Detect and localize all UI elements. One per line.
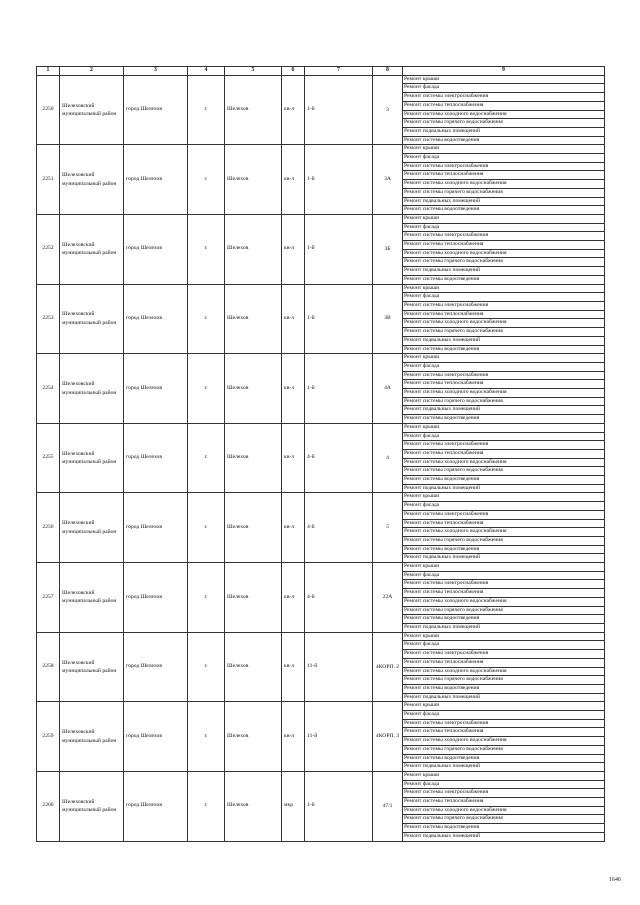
street-type-cell: кв-л [282,632,305,702]
city-cell: Шелехов [225,75,282,145]
header-cell: 7 [305,67,373,76]
district-cell: Шелеховский муниципальный район [60,493,124,563]
work-type-cell: Ремонт подвальных помещений [403,197,605,206]
work-type-cell: Ремонт системы водоотведения [403,345,605,354]
work-type-cell: Ремонт системы горячего водоснабжения [403,397,605,406]
house-number-cell: 4А [373,354,403,424]
table-row [37,145,605,154]
street-cell: 1-й [305,284,373,354]
work-type-cell: Ремонт системы холодного водоснабжения [403,249,605,258]
locality-cell: город Шелехов [124,354,188,424]
row-number: 2259 [37,702,60,772]
settlement-type-cell: г. [188,214,225,284]
work-type-cell: Ремонт системы теплоснабжения [403,310,605,319]
table-row [37,354,605,363]
street-type-cell: кв-л [282,702,305,772]
locality-cell: город Шелехов [124,563,188,633]
work-type-cell: Ремонт системы электроснабжения [403,93,605,102]
street-cell: 4-й [305,563,373,633]
work-type-cell: Ремонт системы теплоснабжения [403,101,605,110]
work-type-cell: Ремонт фасада [403,571,605,580]
settlement-type-cell: г. [188,702,225,772]
work-type-cell: Ремонт системы электроснабжения [403,232,605,241]
city-cell: Шелехов [225,702,282,772]
header-cell: 1 [37,67,60,76]
work-type-cell: Ремонт подвальных помещений [403,554,605,563]
work-type-cell: Ремонт фасада [403,641,605,650]
work-type-cell: Ремонт системы водоотведения [403,206,605,215]
row-number: 2250 [37,75,60,145]
work-type-cell: Ремонт подвальных помещений [403,127,605,136]
work-type-cell: Ремонт системы холодного водоснабжения [403,110,605,119]
work-type-cell: Ремонт крыши [403,563,605,572]
header-cell: 3 [124,67,188,76]
work-type-cell: Ремонт системы водоотведения [403,476,605,485]
work-type-cell: Ремонт системы электроснабжения [403,580,605,589]
work-type-cell: Ремонт подвальных помещений [403,406,605,415]
table-row [37,771,605,780]
street-type-cell: кв-л [282,493,305,563]
work-type-cell: Ремонт фасада [403,362,605,371]
work-type-cell: Ремонт системы холодного водоснабжения [403,806,605,815]
settlement-type-cell: г. [188,145,225,215]
row-number: 2256 [37,493,60,563]
work-type-cell: Ремонт системы теплоснабжения [403,171,605,180]
street-cell: 1-й [305,145,373,215]
work-type-cell: Ремонт системы теплоснабжения [403,380,605,389]
house-number-cell: 47/1 [373,771,403,841]
locality-cell: город Шелехов [124,284,188,354]
house-number-cell: 4 [373,423,403,493]
header-cell: 8 [373,67,403,76]
work-type-cell: Ремонт системы водоотведения [403,545,605,554]
work-type-cell: Ремонт фасада [403,293,605,302]
locality-cell: город Шелехов [124,214,188,284]
district-cell: Шелеховский муниципальный район [60,632,124,702]
street-type-cell: кв-л [282,284,305,354]
work-type-cell: Ремонт системы теплоснабжения [403,658,605,667]
street-type-cell: кв-л [282,423,305,493]
table-row [37,493,605,502]
work-type-cell: Ремонт крыши [403,145,605,154]
work-type-cell: Ремонт системы электроснабжения [403,789,605,798]
work-type-cell: Ремонт крыши [403,214,605,223]
work-type-cell: Ремонт системы теплоснабжения [403,519,605,528]
locality-cell: город Шелехов [124,702,188,772]
work-type-cell: Ремонт крыши [403,493,605,502]
locality-cell: город Шелехов [124,632,188,702]
settlement-type-cell: г. [188,632,225,702]
district-cell: Шелеховский муниципальный район [60,702,124,772]
city-cell: Шелехов [225,214,282,284]
row-number: 2258 [37,632,60,702]
street-type-cell: кв-л [282,354,305,424]
row-number: 2251 [37,145,60,215]
work-type-cell: Ремонт системы электроснабжения [403,301,605,310]
work-type-cell: Ремонт подвальных помещений [403,763,605,772]
work-type-cell: Ремонт крыши [403,423,605,432]
work-type-cell: Ремонт крыши [403,702,605,711]
street-cell: 1-й [305,771,373,841]
work-type-cell: Ремонт фасада [403,223,605,232]
work-type-cell: Ремонт системы холодного водоснабжения [403,667,605,676]
city-cell: Шелехов [225,632,282,702]
city-cell: Шелехов [225,284,282,354]
street-cell: 1-й [305,214,373,284]
row-number: 2255 [37,423,60,493]
settlement-type-cell: г. [188,493,225,563]
work-type-cell: Ремонт системы электроснабжения [403,371,605,380]
work-type-cell: Ремонт крыши [403,354,605,363]
settlement-type-cell: г. [188,563,225,633]
work-type-cell: Ремонт системы водоотведения [403,824,605,833]
city-cell: Шелехов [225,354,282,424]
house-number-cell: 3А [373,145,403,215]
table-row [37,702,605,711]
work-type-cell: Ремонт системы горячего водоснабжения [403,536,605,545]
settlement-type-cell: г. [188,284,225,354]
table-row [37,75,605,84]
locality-cell: город Шелехов [124,145,188,215]
work-type-cell: Ремонт системы горячего водоснабжения [403,119,605,128]
street-type-cell: кв-л [282,214,305,284]
work-type-cell: Ремонт системы холодного водоснабжения [403,737,605,746]
district-cell: Шелеховский муниципальный район [60,214,124,284]
work-type-cell: Ремонт системы водоотведения [403,415,605,424]
table-body [37,67,605,842]
work-type-cell: Ремонт подвальных помещений [403,624,605,633]
work-type-cell: Ремонт системы электроснабжения [403,719,605,728]
work-type-cell: Ремонт системы горячего водоснабжения [403,815,605,824]
work-type-cell: Ремонт фасада [403,154,605,163]
work-type-cell: Ремонт подвальных помещений [403,484,605,493]
page-number: 1646 [609,877,621,883]
district-cell: Шелеховский муниципальный район [60,145,124,215]
work-type-cell: Ремонт системы холодного водоснабжения [403,389,605,398]
header-cell: 5 [225,67,282,76]
locality-cell: город Шелехов [124,75,188,145]
district-cell: Шелеховский муниципальный район [60,75,124,145]
work-type-cell: Ремонт системы электроснабжения [403,162,605,171]
work-type-cell: Ремонт системы электроснабжения [403,441,605,450]
table-row [37,284,605,293]
row-number: 2257 [37,563,60,633]
work-type-cell: Ремонт системы электроснабжения [403,510,605,519]
work-type-cell: Ремонт системы водоотведения [403,684,605,693]
house-number-cell: 5 [373,493,403,563]
work-type-cell: Ремонт системы холодного водоснабжения [403,319,605,328]
work-type-cell: Ремонт фасада [403,711,605,720]
work-type-cell: Ремонт системы водоотведения [403,754,605,763]
locality-cell: город Шелехов [124,771,188,841]
work-type-cell: Ремонт системы горячего водоснабжения [403,606,605,615]
work-type-cell: Ремонт крыши [403,771,605,780]
street-type-cell: мкр [282,771,305,841]
city-cell: Шелехов [225,145,282,215]
work-type-cell: Ремонт системы горячего водоснабжения [403,467,605,476]
street-cell: 11-й [305,702,373,772]
work-type-cell: Ремонт системы теплоснабжения [403,449,605,458]
work-type-cell: Ремонт системы теплоснабжения [403,241,605,250]
street-cell: 1-й [305,75,373,145]
street-cell: 4-й [305,493,373,563]
work-type-cell: Ремонт крыши [403,284,605,293]
city-cell: Шелехов [225,493,282,563]
work-type-cell: Ремонт системы холодного водоснабжения [403,528,605,537]
row-number: 2254 [37,354,60,424]
header-cell: 2 [60,67,124,76]
street-type-cell: кв-л [282,563,305,633]
house-number-cell: 3В [373,284,403,354]
table-row [37,563,605,572]
district-cell: Шелеховский муниципальный район [60,771,124,841]
work-type-cell: Ремонт системы водоотведения [403,136,605,145]
work-type-cell: Ремонт системы горячего водоснабжения [403,258,605,267]
table-header-row [37,67,605,76]
street-cell: 1-й [305,354,373,424]
work-type-cell: Ремонт подвальных помещений [403,267,605,276]
settlement-type-cell: г. [188,423,225,493]
work-type-cell: Ремонт системы горячего водоснабжения [403,745,605,754]
work-type-cell: Ремонт системы холодного водоснабжения [403,458,605,467]
work-type-cell: Ремонт системы водоотведения [403,615,605,624]
work-type-cell: Ремонт фасада [403,432,605,441]
street-cell: 4-й [305,423,373,493]
row-number: 2252 [37,214,60,284]
work-type-cell: Ремонт системы теплоснабжения [403,798,605,807]
city-cell: Шелехов [225,423,282,493]
table-row [37,632,605,641]
settlement-type-cell: г. [188,771,225,841]
settlement-type-cell: г. [188,354,225,424]
work-type-cell: Ремонт крыши [403,632,605,641]
work-type-cell: Ремонт крыши [403,75,605,84]
street-cell: 11-й [305,632,373,702]
work-type-cell: Ремонт подвальных помещений [403,693,605,702]
header-cell: 6 [282,67,305,76]
street-type-cell: кв-л [282,145,305,215]
work-type-cell: Ремонт системы горячего водоснабжения [403,328,605,337]
street-type-cell: кв-л [282,75,305,145]
work-type-cell: Ремонт фасада [403,780,605,789]
locality-cell: город Шелехов [124,493,188,563]
district-cell: Шелеховский муниципальный район [60,423,124,493]
house-number-cell: 3 [373,75,403,145]
work-type-cell: Ремонт системы холодного водоснабжения [403,597,605,606]
work-type-cell: Ремонт системы теплоснабжения [403,589,605,598]
house-number-cell: 4КОРП. 3 [373,702,403,772]
work-type-cell: Ремонт подвальных помещений [403,832,605,841]
table-row [37,214,605,223]
work-type-cell: Ремонт подвальных помещений [403,336,605,345]
work-type-cell: Ремонт фасада [403,84,605,93]
work-type-cell: Ремонт системы горячего водоснабжения [403,188,605,197]
row-number: 2253 [37,284,60,354]
city-cell: Шелехов [225,771,282,841]
locality-cell: город Шелехов [124,423,188,493]
work-type-cell: Ремонт системы теплоснабжения [403,728,605,737]
house-number-cell: 4КОРП. 2 [373,632,403,702]
house-number-cell: 3Б [373,214,403,284]
settlement-type-cell: г. [188,75,225,145]
header-cell: 4 [188,67,225,76]
work-type-cell: Ремонт системы водоотведения [403,275,605,284]
work-type-cell: Ремонт системы горячего водоснабжения [403,676,605,685]
district-cell: Шелеховский муниципальный район [60,284,124,354]
district-cell: Шелеховский муниципальный район [60,563,124,633]
repair-program-table [36,66,605,842]
house-number-cell: 22А [373,563,403,633]
header-cell: 9 [403,67,605,76]
work-type-cell: Ремонт фасада [403,502,605,511]
work-type-cell: Ремонт системы электроснабжения [403,650,605,659]
row-number: 2260 [37,771,60,841]
work-type-cell: Ремонт системы холодного водоснабжения [403,180,605,189]
district-cell: Шелеховский муниципальный район [60,354,124,424]
table-row [37,423,605,432]
city-cell: Шелехов [225,563,282,633]
